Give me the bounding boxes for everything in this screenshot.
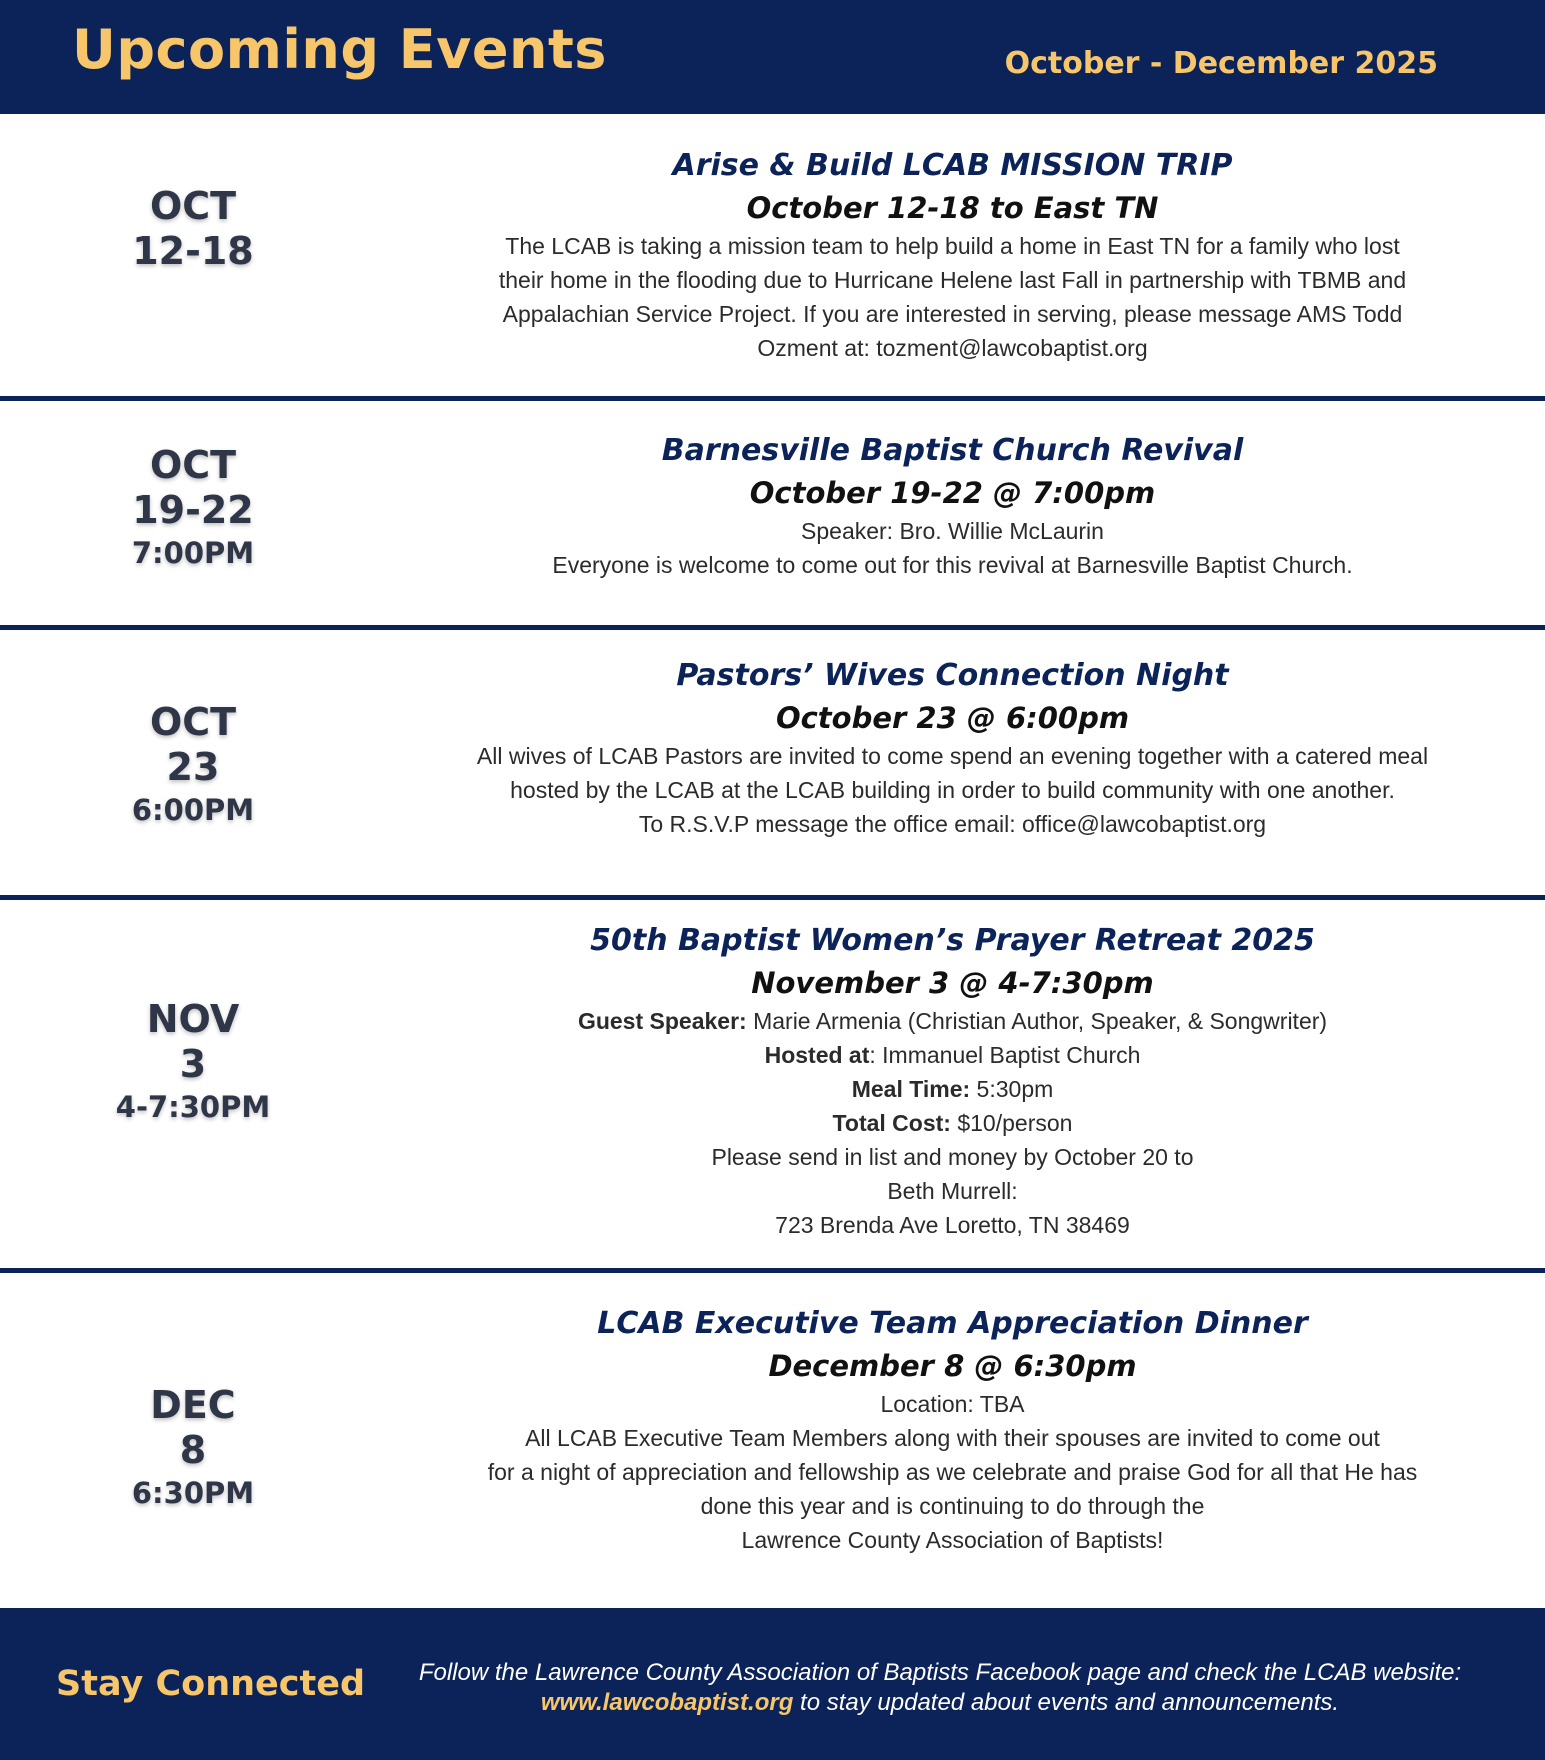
event-month: OCT [149, 184, 237, 228]
event-description-line: Location: TBA [880, 1391, 1025, 1417]
event-description-line: 723 Brenda Ave Loretto, TN 38469 [775, 1212, 1130, 1238]
event-date [0, 443, 386, 573]
detail-label: Total Cost: [832, 1110, 951, 1136]
event-item [0, 114, 1545, 396]
event-description-line: Everyone is welcome to come out for this revival at Barnesville Baptist Church. [552, 552, 1353, 578]
event-day: 3 [179, 1042, 207, 1086]
event-month: DEC [150, 1383, 236, 1427]
event-description-line: Ozment at: tozment@lawcobaptist.org [757, 335, 1148, 361]
event-day: 8 [179, 1428, 207, 1472]
event-details [410, 145, 1495, 365]
detail-value: 5:30pm [970, 1076, 1054, 1102]
event-when: November 3 @ 4-7:30pm [751, 966, 1154, 1000]
page-title: Upcoming Events [72, 18, 607, 81]
stay-connected-heading: Stay Connected [56, 1664, 366, 1704]
page-header [0, 0, 1545, 114]
event-time: 6:30PM [131, 1476, 255, 1510]
event-description-line: All LCAB Executive Team Members along with their spouses are invited to come out [525, 1425, 1380, 1451]
event-description-line: Speaker: Bro. Willie McLaurin [801, 518, 1104, 544]
footer-line-1: Follow the Lawrence County Association of Baptists Facebook page and check the LCAB website: [418, 1659, 1462, 1686]
event-time: 7:00PM [131, 536, 255, 570]
event-item [0, 900, 1545, 1268]
event-day: 12-18 [132, 229, 254, 273]
event-description-line: hosted by the LCAB at the LCAB building in order to build community with one another. [510, 777, 1395, 803]
date-range: October - December 2025 [1004, 46, 1438, 81]
event-description-line: All wives of LCAB Pastors are invited to come spend an evening together with a catered meal [476, 743, 1429, 769]
event-title: 50th Baptist Women’s Prayer Retreat 2025 [590, 923, 1315, 958]
event-title: Pastors’ Wives Connection Night [676, 658, 1229, 693]
event-title: LCAB Executive Team Appreciation Dinner [597, 1306, 1308, 1341]
event-item [0, 1273, 1545, 1608]
event-date [0, 700, 386, 830]
event-when: October 12-18 to East TN [746, 191, 1159, 225]
event-description-line: Appalachian Service Project. If you are interested in serving, please message AMS Todd [502, 301, 1403, 327]
website-link[interactable]: www.lawcobaptist.org [540, 1689, 794, 1716]
event-month: OCT [149, 443, 237, 487]
event-description-line: done this year and is continuing to do through the [700, 1493, 1205, 1519]
event-time: 6:00PM [131, 793, 255, 827]
event-detail-line [410, 1072, 1495, 1106]
event-when: December 8 @ 6:30pm [768, 1349, 1137, 1383]
footer-line-2-text: to stay updated about events and announcements. [793, 1689, 1340, 1716]
event-date [0, 997, 386, 1127]
detail-label: Meal Time: [851, 1076, 971, 1102]
footer-message [370, 1658, 1510, 1718]
footer-line-2 [370, 1688, 1510, 1718]
event-description-line: The LCAB is taking a mission team to help build a home in East TN for a family who lost [505, 233, 1400, 259]
detail-value: : Immanuel Baptist Church [869, 1042, 1141, 1068]
page-footer [0, 1608, 1545, 1760]
event-description-line: for a night of appreciation and fellowship as we celebrate and praise God for all that He has [487, 1459, 1418, 1485]
event-date [0, 1383, 386, 1513]
event-item [0, 630, 1545, 895]
detail-label: Hosted at [764, 1042, 870, 1068]
event-date [0, 184, 386, 274]
detail-value: $10/person [950, 1110, 1073, 1136]
event-details [410, 920, 1495, 1242]
event-month: NOV [146, 997, 240, 1041]
detail-label: Guest Speaker: [577, 1008, 747, 1034]
event-description-line: their home in the flooding due to Hurricane Helene last Fall in partnership with TBMB and [498, 267, 1407, 293]
event-description-line: Beth Murrell: [887, 1178, 1018, 1204]
event-details [410, 1303, 1495, 1557]
detail-value: Marie Armenia (Christian Author, Speaker, & Songwriter) [746, 1008, 1328, 1034]
event-title: Barnesville Baptist Church Revival [661, 433, 1244, 468]
event-item [0, 401, 1545, 625]
event-time: 4-7:30PM [115, 1090, 271, 1124]
event-description-line: Lawrence County Association of Baptists! [741, 1527, 1164, 1553]
event-detail-line [410, 1106, 1495, 1140]
event-month: OCT [149, 700, 237, 744]
event-description-line: To R.S.V.P message the office email: office@lawcobaptist.org [638, 811, 1267, 837]
event-detail-line [410, 1038, 1495, 1072]
event-description-line: Please send in list and money by October 20 to [711, 1144, 1194, 1170]
event-details [410, 655, 1495, 841]
event-details [410, 430, 1495, 582]
event-day: 23 [166, 745, 220, 789]
event-when: October 19-22 @ 7:00pm [749, 476, 1156, 510]
event-day: 19-22 [132, 488, 254, 532]
event-when: October 23 @ 6:00pm [775, 701, 1130, 735]
event-title: Arise & Build LCAB MISSION TRIP [672, 148, 1233, 183]
event-detail-line [410, 1004, 1495, 1038]
